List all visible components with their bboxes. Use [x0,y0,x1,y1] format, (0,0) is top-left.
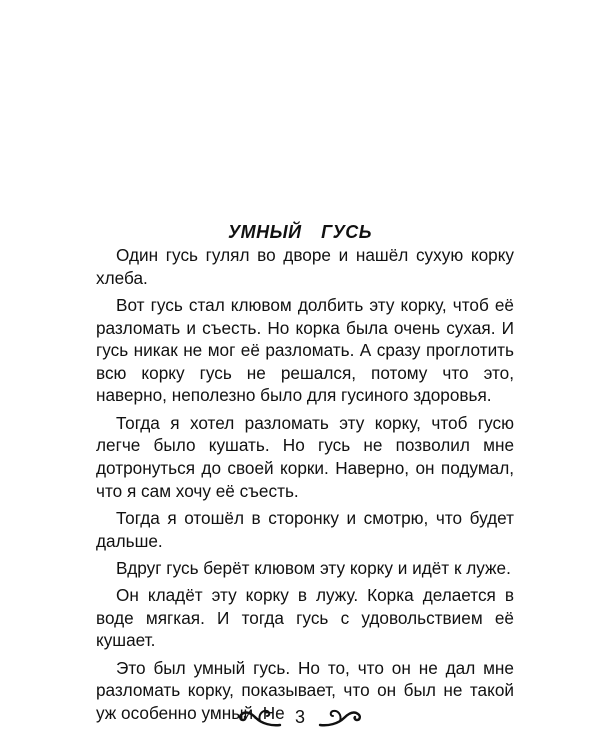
paragraph-5: Вдруг гусь берёт клювом эту корку и идёт к луже. [116,557,511,578]
story-title: УМНЫЙ ГУСЬ [227,222,373,242]
story-text [96,244,514,729]
swirl-ornament-right-icon [318,705,364,729]
paragraph-4: Тогда я отошёл в сторонку и смотрю, что будет дальше. [96,507,514,551]
page-footer [0,700,600,734]
paragraph-7: Это был умный гусь. Но то, что он не дал мне разломать корку, показывает, что он был не такой уж особенно умный. Не [96,657,514,724]
paragraph-3: Тогда я хотел разломать эту корку, чтоб гусю легче было кушать. Но гусь не позволил мне дотронуться до своей корки. Наверно, он подумал, что я сам хочу её съесть. [96,412,514,501]
paragraph-6: Он кладёт эту корку в лужу. Корка делается в воде мягкая. И тогда гусь с удовольствием её кушает. [96,585,514,651]
paragraph-2: Вот гусь стал клювом долбить эту корку, чтоб её разломать и съесть. Но корка была очень сухая. И гусь никак не мог её разломать. А сразу проглотить всю корку гусь не решался, потому что это, наверно, неполезно было для гусиного здоровья. [96,294,514,406]
page-number: 3 [294,707,305,727]
paragraph-1: Один гусь гулял во дворе и нашёл сухую корку хлеба. [96,245,514,288]
swirl-ornament-left-icon [236,705,282,729]
